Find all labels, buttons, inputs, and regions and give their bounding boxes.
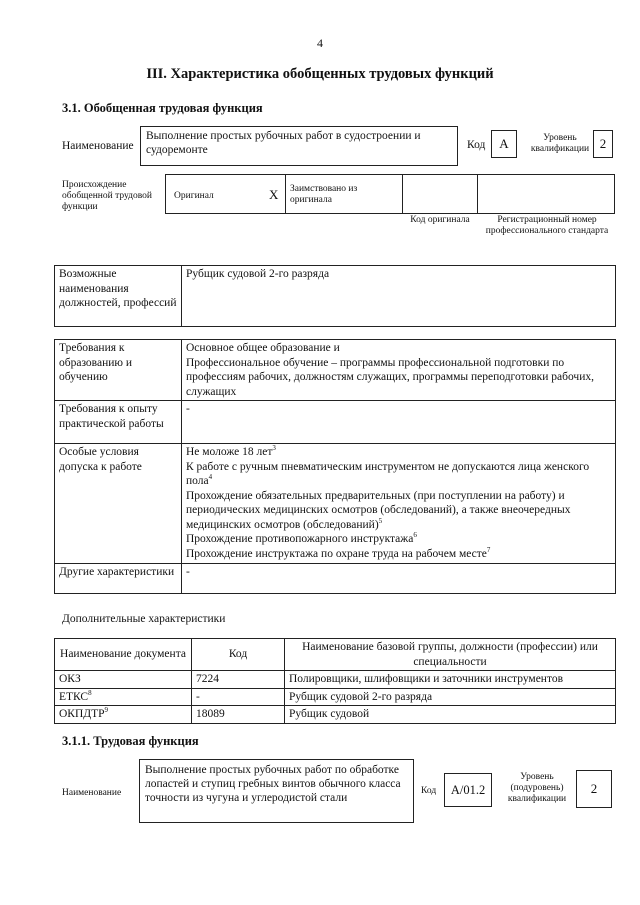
code-cell: 7224	[192, 671, 285, 689]
divider	[402, 174, 403, 214]
name-cell: Рубщик судовой	[285, 706, 616, 724]
tf-name-label: Наименование	[62, 788, 122, 798]
req-line: К работе с ручным пневматическим инструментом не допускаются лица женского пола$^4$	[186, 460, 590, 487]
table-row	[55, 706, 616, 724]
req-education-value	[182, 340, 616, 401]
code-cell: -	[192, 688, 285, 706]
gtf-level-value: 2	[593, 130, 613, 158]
tf-name-value: Выполнение простых рубочных работ по обработке лопастей и ступиц гребных винтов обычного класса точности из чугуна и углеродистой стали	[139, 759, 414, 823]
divider	[477, 174, 478, 214]
original-mark: X	[269, 187, 279, 202]
tf-code-label: Код	[421, 786, 437, 796]
req-line: Прохождение обязательных предварительных (при поступлении на работу) и периодических медицинских осмотров (обследований), а также внеочередных медицинских осмотров (обследований)$^5$	[186, 489, 571, 531]
req-experience-value: -	[182, 401, 616, 444]
header-doc: Наименование документа	[55, 639, 192, 671]
gtf-level-label: Уровень квалификации	[530, 133, 590, 154]
req-conditions-value	[182, 444, 616, 564]
requirements-table	[54, 339, 616, 594]
req-line: Профессиональное обучение – программы профессиональной подготовки по профессиям рабочих, должностям служащих, программы переподготовки рабочих, служащих	[186, 356, 594, 398]
req-line: Основное общее образование и	[186, 342, 340, 354]
table-row	[55, 671, 616, 689]
section-title: III. Характеристика обобщенных трудовых функций	[146, 66, 494, 82]
additional-title: Дополнительные характеристики	[62, 613, 226, 625]
gtf-code-label: Код	[467, 139, 486, 151]
req-conditions-label: Особые условия допуска к работе	[55, 444, 182, 564]
req-line: Прохождение противопожарного инструктажа$^6$	[186, 531, 417, 545]
req-line: Не моложе 18 лет$^3$	[186, 444, 276, 458]
gtf-origin-label: Происхождение обобщенной трудовой функции	[62, 180, 152, 212]
tf-heading: 3.1.1. Трудовая функция	[62, 734, 199, 748]
positions-label: Возможные наименования должностей, профессий	[55, 266, 182, 327]
req-other-label: Другие характеристики	[55, 564, 182, 594]
positions-table	[54, 265, 616, 327]
table-row	[55, 688, 616, 706]
header-code: Код	[192, 639, 285, 671]
page-number: 4	[317, 36, 323, 50]
req-experience-label: Требования к опыту практической работы	[55, 401, 182, 444]
doc-cell: ОКПДТР$^9$	[55, 706, 192, 724]
additional-table	[54, 638, 616, 724]
tf-code-value: А/01.2	[444, 773, 492, 807]
req-line: Прохождение инструктажа по охране труда на рабочем месте$^7$	[186, 545, 491, 560]
header-name: Наименование базовой группы, должности (профессии) или специальности	[285, 639, 616, 671]
doc-cell: ОКЗ	[55, 671, 192, 689]
original-label: Оригинал	[174, 191, 214, 201]
reg-number-caption: Регистрационный номер профессионального стандарта	[485, 215, 609, 236]
req-education-label: Требования к образованию и обучению	[55, 340, 182, 401]
gtf-name-label: Наименование	[62, 140, 134, 152]
req-other-value: -	[182, 564, 616, 594]
tf-level-value: 2	[576, 770, 612, 808]
code-original-caption: Код оригинала	[410, 215, 470, 225]
doc-cell: ЕТКС$^8$	[55, 688, 192, 706]
gtf-heading: 3.1. Обобщенная трудовая функция	[62, 101, 263, 115]
borrowed-label: Заимствовано из оригинала	[290, 184, 358, 205]
code-cell: 18089	[192, 706, 285, 724]
divider	[285, 174, 286, 214]
gtf-origin-table	[165, 174, 615, 214]
name-cell: Рубщик судовой 2-го разряда	[285, 688, 616, 706]
name-cell: Полировщики, шлифовщики и заточники инструментов	[285, 671, 616, 689]
gtf-name-value: Выполнение простых рубочных работ в судостроении и судоремонте	[140, 126, 458, 166]
positions-value: Рубщик судовой 2-го разряда	[182, 266, 616, 327]
gtf-code-value: А	[491, 130, 517, 158]
tf-level-label: Уровень (подуровень) квалификации	[507, 772, 567, 804]
